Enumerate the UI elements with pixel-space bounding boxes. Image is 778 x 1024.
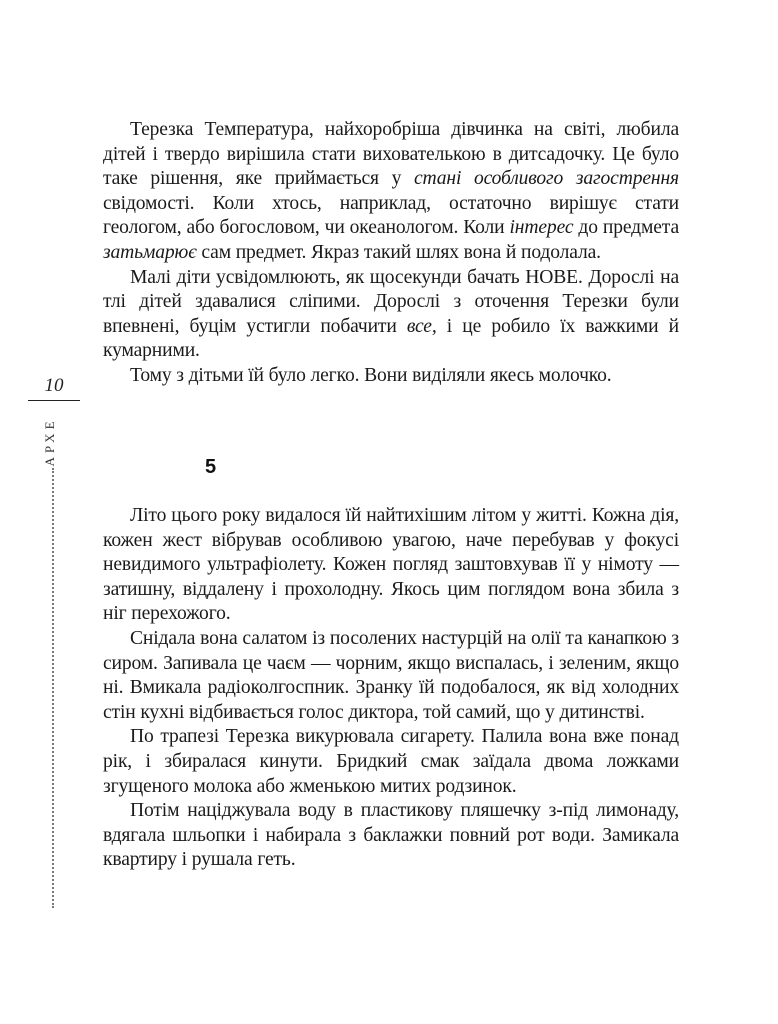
paragraph xyxy=(103,504,679,627)
text-span: і це робило їх важкими й кумарними. xyxy=(103,315,680,362)
paragraph xyxy=(103,627,679,725)
paragraph xyxy=(103,118,679,266)
italic-span: стані особливого загострення xyxy=(413,168,680,190)
page-number: 10 xyxy=(44,375,64,396)
italic-span: все, xyxy=(406,315,437,337)
text-span: до предмета xyxy=(573,217,679,239)
dotted-leader xyxy=(52,468,54,908)
section-number: 5 xyxy=(205,456,217,478)
text-span: Літо цього року видалося їй найтихішим літом у житті. Кожна дія, кожен жест вібрував особливою увагою, наче перебував у фокусі невидимого ультрафіолету. Кожен погляд заштовхував її у німоту — затишну, віддалену і прохолодну. Якось цим поглядом вона збила з ніг перехожого. xyxy=(103,505,679,625)
text-span: Снідала вона салатом із посолених настурцій на олії та канапкою з сиром. Запивала це чаєм — чорним, якщо виспалась, і зеленим, якщо ні. Вмикала радіоколгоспник. Зранку їй подобалося, як від холодних стін кухні відбивається голос диктора, той самий, що у дитинстві. xyxy=(103,627,679,723)
paragraph xyxy=(103,725,679,799)
text-span: Тому з дітьми їй було легко. Вони виділяли якесь молочко. xyxy=(130,364,612,386)
page-number-rule xyxy=(28,400,80,401)
text-block-before-section xyxy=(103,118,679,389)
text-span: По трапезі Терезка викурювала сигарету. Палила вона вже понад рік, і збиралася кинути. Бридкий смак заїдала двома ложками згущеного молока або жменькою митих родзинок. xyxy=(103,726,679,797)
text-span: свідомості. Коли хтось, наприклад, остаточно вирішує стати геологом, або богословом, чи океанологом. Коли xyxy=(103,192,679,239)
paragraph xyxy=(103,266,679,364)
italic-span: затьмарює xyxy=(103,241,197,263)
running-head-text: АРХЕ xyxy=(42,417,57,467)
paragraph xyxy=(103,364,679,389)
text-span: Терезка Температура, найхоробріша дівчинка на світі, любила дітей і твердо вирішила стати вихователькою в дитсадочку. Це було таке рішення, яке приймається у xyxy=(103,119,679,190)
italic-span: інтерес xyxy=(509,217,574,239)
running-head xyxy=(40,412,60,472)
paragraph xyxy=(103,799,679,873)
text-span: Малі діти усвідомлюють, як щосекунди бачать НОВЕ. Дорослі на тлі дітей здавалися сліпими. Дорослі з оточення Терезки були впевнені, буцім устигли побачити xyxy=(103,266,679,337)
text-span: сам предмет. Якраз такий шлях вона й подолала. xyxy=(196,241,601,263)
text-span: Потім націджувала воду в пластикову пляшечку з-під лимонаду, вдягала шльопки і набирала з баклажки повний рот води. Замикала квартиру і рушала геть. xyxy=(103,800,679,871)
text-block-after-section xyxy=(103,504,679,873)
